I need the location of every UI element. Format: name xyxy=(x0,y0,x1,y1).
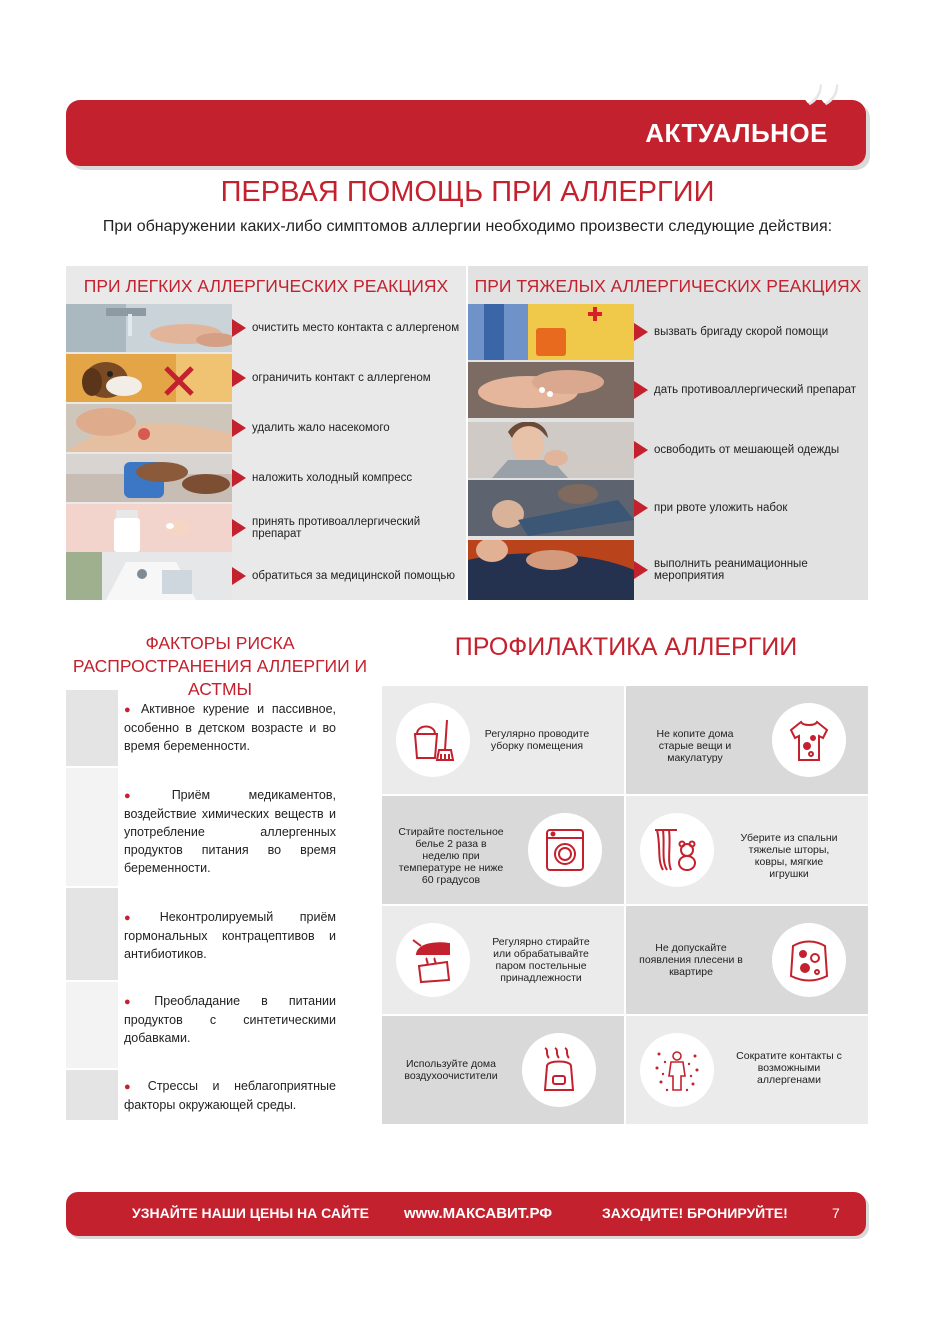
prevention-tip xyxy=(626,686,868,794)
tip-text: Не допускайте появления плесени в квартире xyxy=(639,942,743,978)
prevention-grid xyxy=(382,686,868,1124)
risk-strip xyxy=(66,888,118,980)
severe-step xyxy=(468,540,868,600)
risk-item: ● Неконтролируемый приём гормональных контрацептивов и антибиотиков. xyxy=(124,910,336,961)
bullet-icon: ● xyxy=(124,996,149,1008)
risk-item: ● Приём медикаментов, воздействие химических веществ и употребление аллергенных продуктов питания во время беременности. xyxy=(124,788,336,875)
risk-strip xyxy=(66,982,118,1068)
tip-text: Регулярно проводите уборку помещения xyxy=(484,728,590,752)
footer-banner xyxy=(66,1192,866,1236)
page-number: 7 xyxy=(832,1205,840,1221)
arrow-icon xyxy=(634,499,648,517)
allergen-person-icon xyxy=(653,1046,701,1094)
prevention-title: ПРОФИЛАКТИКА АЛЛЕРГИИ xyxy=(454,633,798,661)
risk-strip xyxy=(66,1070,118,1120)
step-label: при рвоте уложить набок xyxy=(654,502,788,514)
dog-photo xyxy=(66,354,232,402)
bullet-icon: ● xyxy=(124,790,166,802)
bullet-icon: ● xyxy=(124,912,154,924)
arrow-icon xyxy=(634,323,648,341)
risk-title-line1: ФАКТОРЫ РИСКА xyxy=(145,633,295,653)
prevention-tip xyxy=(626,796,868,904)
step-label: выполнить реанимационные мероприятия xyxy=(654,558,808,582)
mild-step xyxy=(66,304,466,352)
arrow-icon xyxy=(232,419,246,437)
bullet-icon: ● xyxy=(124,1081,142,1093)
tip-text: Стирайте постельное белье 2 раза в неделю при температуре не ниже 60 градусов xyxy=(398,826,504,886)
curtains-toy-icon xyxy=(653,826,701,874)
intro-text: При обнаружении каких-либо симптомов аллергии необходимо произвести следующие действия: xyxy=(102,218,833,235)
mild-step xyxy=(66,404,466,452)
man-lying-photo xyxy=(468,480,634,536)
risk-item: ● Преобладание в питании продуктов с синтетическими добавками. xyxy=(124,994,336,1045)
washing-hands-photo xyxy=(66,304,232,352)
tip-text: Не копите дома старые вещи и макулатуру xyxy=(656,728,734,764)
arrow-icon xyxy=(634,441,648,459)
air-purifier-icon xyxy=(535,1046,583,1094)
severe-step xyxy=(468,422,868,478)
doctor-photo xyxy=(66,552,232,600)
tip-text: Уберите из спальни тяжелые шторы, ковры, мягкие игрушки xyxy=(740,832,838,880)
prevention-tip xyxy=(382,796,624,904)
step-label: дать противоаллергический препарат xyxy=(654,384,857,396)
prevention-tip xyxy=(626,1016,868,1124)
tip-text: Сократите контакты с возможными аллергенами xyxy=(736,1050,842,1086)
severe-reactions-panel xyxy=(468,266,868,600)
header-banner xyxy=(66,67,866,166)
step-label: ограничить контакт с аллергеном xyxy=(252,372,431,384)
step-label: наложить холодный компресс xyxy=(252,472,413,484)
risk-item: ● Стрессы и неблагоприятные факторы окружающей среды. xyxy=(124,1079,336,1112)
ambulance-photo xyxy=(468,304,634,360)
step-label: удалить жало насекомого xyxy=(252,422,390,434)
step-label: освободить от мешающей одежды xyxy=(654,444,840,456)
risk-strip xyxy=(66,768,118,886)
arrow-icon xyxy=(232,469,246,487)
tip-text: Используйте дома воздухоочистители xyxy=(404,1058,498,1082)
step-label: очистить место контакта с аллергеном xyxy=(252,322,460,334)
risk-title-line2: РАСПРОСТРАНЕНИЯ АЛЛЕРГИИ И АСТМЫ xyxy=(72,656,368,699)
arrow-icon xyxy=(232,319,246,337)
old-clothes-icon xyxy=(785,716,833,764)
mild-step xyxy=(66,454,466,502)
bullet-icon: ● xyxy=(124,704,135,716)
step-label: вызвать бригаду скорой помощи xyxy=(654,326,829,338)
section-badge: АКТУАЛЬНОЕ xyxy=(645,118,828,148)
severe-step xyxy=(468,480,868,536)
arrow-icon xyxy=(232,369,246,387)
cleaning-bucket-icon xyxy=(409,716,457,764)
footer-cta-text: ЗАХОДИТЕ! БРОНИРУЙТЕ! xyxy=(602,1205,788,1221)
prevention-tip xyxy=(382,686,624,794)
steam-iron-icon xyxy=(409,936,457,984)
arrow-icon xyxy=(232,567,246,585)
prevention-tip xyxy=(626,906,868,1014)
step-label: принять противоаллергический препарат xyxy=(252,516,421,540)
quote-icon: ” xyxy=(800,67,842,152)
mild-heading: ПРИ ЛЕГКИХ АЛЛЕРГИЧЕСКИХ РЕАКЦИЯХ xyxy=(83,276,449,296)
cold-compress-photo xyxy=(66,454,232,502)
woman-choking-photo xyxy=(468,422,634,478)
arrow-icon xyxy=(232,519,246,537)
prevention-tip xyxy=(382,1016,624,1124)
severe-step xyxy=(468,362,868,418)
cpr-photo xyxy=(468,540,634,600)
risk-item: ● Активное курение и пассивное, особенно в детском возрасте и во время беременности. xyxy=(124,702,336,753)
step-label: обратиться за медицинской помощью xyxy=(252,570,455,582)
severe-step xyxy=(468,304,868,360)
mild-step xyxy=(66,504,466,552)
pills-hand-photo xyxy=(468,362,634,418)
footer-prices-text: УЗНАЙТЕ НАШИ ЦЕНЫ НА САЙТЕ xyxy=(132,1205,369,1221)
severe-heading: ПРИ ТЯЖЕЛЫХ АЛЛЕРГИЧЕСКИХ РЕАКЦИЯХ xyxy=(474,276,862,296)
mold-sponge-icon xyxy=(785,936,833,984)
risk-strip xyxy=(66,690,118,766)
mild-step xyxy=(66,354,466,402)
mild-reactions-panel xyxy=(66,266,466,600)
insect-sting-photo xyxy=(66,404,232,452)
page-title: ПЕРВАЯ ПОМОЩЬ ПРИ АЛЛЕРГИИ xyxy=(220,176,715,208)
pill-bottle-photo xyxy=(66,504,232,552)
arrow-icon xyxy=(634,561,648,579)
mild-step xyxy=(66,552,466,600)
prevention-tip xyxy=(382,906,624,1014)
footer-site-link[interactable]: www.МАКСАВИТ.РФ xyxy=(404,1205,553,1222)
tip-text: Регулярно стирайте или обрабатывайте паром постельные принадлежности xyxy=(492,936,590,984)
washing-machine-icon xyxy=(541,826,589,874)
arrow-icon xyxy=(634,381,648,399)
